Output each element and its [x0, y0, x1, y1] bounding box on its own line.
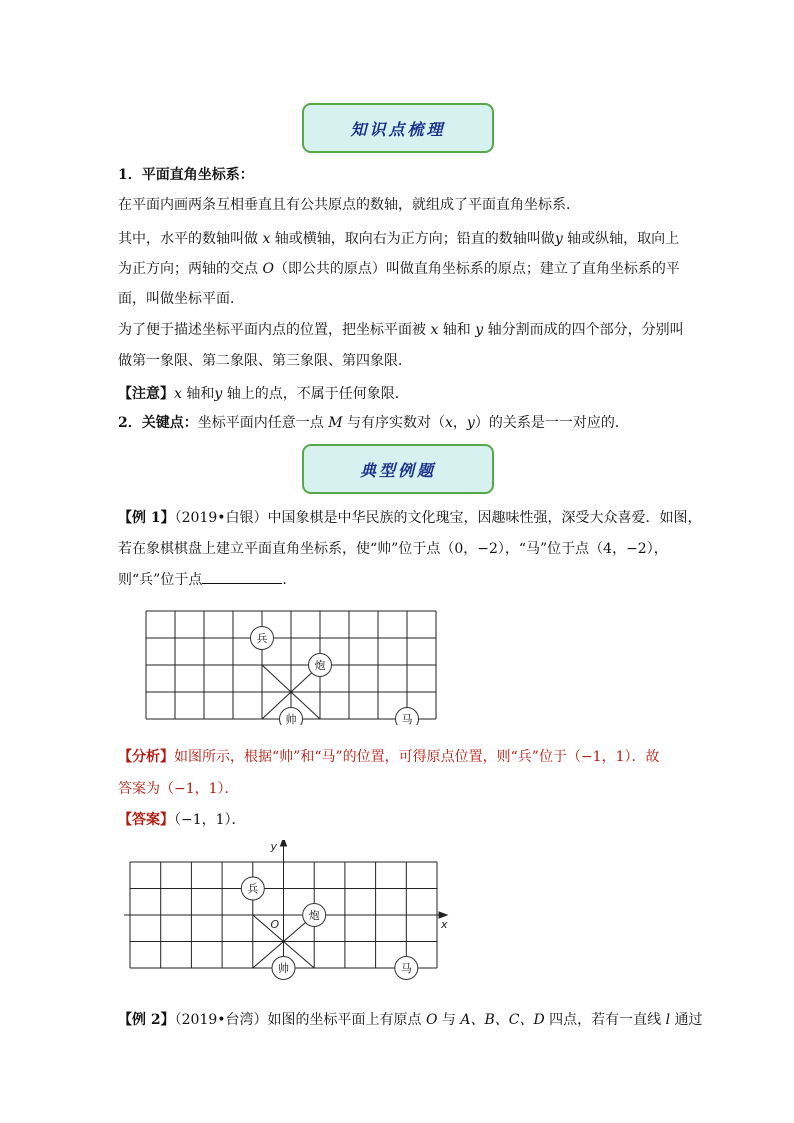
answer-blank [202, 571, 282, 584]
heading-coordinate-system: 1．平面直角坐标系： [118, 167, 254, 183]
chess-board-coordinate-figure [114, 840, 454, 990]
analysis-line: 答案为（−1，1）． [118, 781, 239, 797]
paragraph-line: 做第一象限、第二象限、第三象限、第四象限． [118, 353, 412, 369]
chess-board-figure [130, 605, 450, 725]
example-2-line: 【例 2】（2019•台湾）如图的坐标平面上有原点 O 与 A、B、C、D 四点，若有一直线 l 通过 [118, 1012, 703, 1028]
analysis-line: 【分析】如图所示，根据“帅”和“马”的位置，可得原点位置，则“兵”位于（−1，1）．故 [118, 749, 660, 765]
section-title: 典型例题 [359, 460, 436, 480]
chess-piece-label: 兵 [256, 632, 268, 645]
axes [124, 840, 447, 972]
chess-piece-label: 炮 [308, 909, 320, 922]
chess-piece [251, 627, 274, 650]
chess-piece-label: 兵 [247, 882, 259, 896]
paragraph-line: 面，叫做坐标平面． [118, 291, 244, 307]
chess-piece [280, 708, 303, 726]
chess-piece-label: 马 [400, 962, 412, 975]
origin-label: O [270, 918, 280, 931]
key-point-line: 2．关键点：坐标平面内任意一点 M 与有序实数对（x，y）的关系是一一对应的． [118, 415, 629, 431]
paragraph-line: 在平面内画两条互相垂直且有公共原点的数轴，就组成了平面直角坐标系． [118, 197, 580, 213]
section-title: 知识点梳理 [350, 119, 446, 139]
chess-piece-label: 马 [401, 713, 413, 725]
section-title-box [302, 103, 494, 153]
chess-piece [309, 654, 332, 677]
chess-piece [272, 957, 295, 980]
y-axis-label: y [270, 840, 278, 853]
example-1-line: 【例 1】（2019•白银）中国象棋是中华民族的文化瑰宝，因趣味性强，深受大众喜爱．如图， [118, 510, 702, 526]
paragraph-line: 其中，水平的数轴叫做 x 轴或横轴，取向右为正方向；铅直的数轴叫做y 轴或纵轴，取向上 [118, 231, 680, 247]
chess-piece-label: 帅 [285, 713, 297, 725]
chess-piece [395, 957, 418, 980]
section-title-box [302, 444, 494, 494]
note-line: 【注意】x 轴和y 轴上的点，不属于任何象限． [118, 386, 409, 402]
example-1-line: 则“兵”位于点 ． [118, 572, 297, 588]
x-axis-label: x [441, 918, 448, 931]
chess-piece [303, 904, 326, 927]
chess-piece [241, 877, 264, 900]
paragraph-line: 为了便于描述坐标平面内点的位置，把坐标平面被 x 轴和 y 轴分割而成的四个部分，分别叫 [118, 322, 684, 338]
board-grid [146, 611, 436, 719]
answer-line: 【答案】（−1，1）． [118, 812, 246, 828]
paragraph-line: 为正方向；两轴的交点 O（即公共的原点）叫做直角坐标系的原点；建立了直角坐标系的平 [118, 261, 680, 277]
example-1-line: 若在象棋棋盘上建立平面直角坐标系，使“帅”位于点（0，−2），“马”位于点（4，−2）， [118, 541, 668, 557]
chess-piece [396, 708, 419, 726]
chess-piece-label: 帅 [278, 962, 289, 975]
chess-piece-label: 炮 [314, 659, 326, 672]
y-axis-arrow [281, 840, 287, 846]
